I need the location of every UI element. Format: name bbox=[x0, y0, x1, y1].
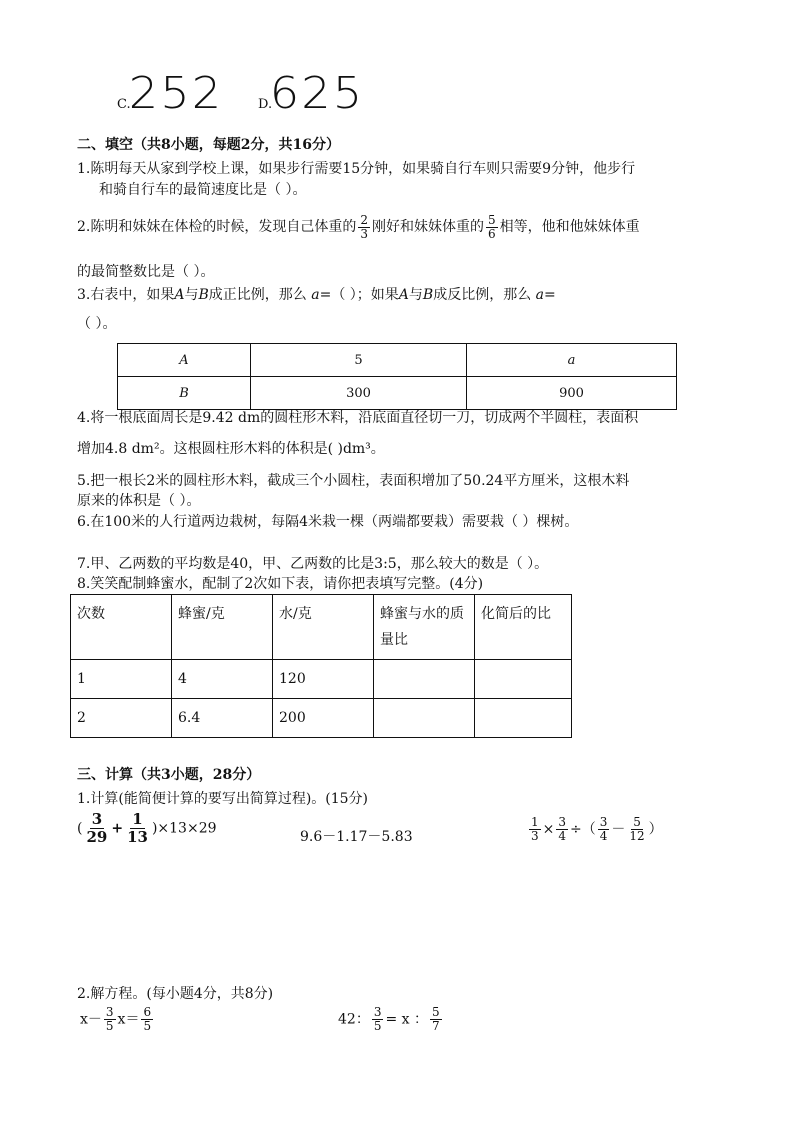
option-d-label: D. bbox=[258, 97, 273, 112]
ratio-table bbox=[117, 343, 677, 410]
q2-line1: 2.陈明和妹妹在体检的时候，发现自己体重的 $\frac{2}{3}$ 刚好和妹妹体重的 $\frac{5}{6}$ 相等，他和他妹妹体重 bbox=[77, 212, 640, 241]
q1-line1: 1.陈明每天从家到学校上课，如果步行需要15分钟，如果骑自行车则只需要9分钟，他步行 bbox=[77, 161, 636, 177]
calc-expression-3: $\frac{1}{3}$ × $\frac{3}{4}$ ÷（ $\frac{3}{4}$ － $\frac{5}{12}$ ） bbox=[531, 815, 663, 843]
q2-line2: 的最简整数比是（ ）。 bbox=[77, 264, 215, 280]
equation-2: 42： $\frac{3}{5}$ = x ： $\frac{5}{7}$ bbox=[338, 1005, 440, 1033]
table-cell: 4 bbox=[172, 660, 273, 699]
q4-line2: 增加4.8 dm²。这根圆柱形木料的体积是( )dm³。 bbox=[77, 441, 385, 457]
calc-expression-1: ( $\frac{3}{29}$ + $\frac{1}{13}$ )×13×29 bbox=[77, 810, 217, 846]
table-cell: 900 bbox=[467, 377, 677, 410]
table-cell: A bbox=[118, 344, 251, 377]
q4-line1: 4.将一根底面周长是9.42 dm的圆柱形木料，沿底面直径切一刀，切成两个半圆柱，表面积 bbox=[77, 410, 639, 426]
table-header-cell: 蜂蜜与水的质量比 bbox=[374, 595, 475, 660]
honey-water-table bbox=[70, 594, 572, 738]
table-header-cell: 蜂蜜/克 bbox=[172, 595, 273, 660]
table-row bbox=[71, 699, 572, 738]
q3-line1: 3.右表中，如果A与B成正比例，那么 a=（ ）；如果A与B成反比例，那么 a= bbox=[77, 287, 556, 303]
option-c-value: 252 bbox=[128, 68, 223, 119]
q5-line2: 原来的体积是（ ）。 bbox=[77, 493, 201, 509]
table-cell: B bbox=[118, 377, 251, 410]
q1-line2: 和骑自行车的最简速度比是（ ）。 bbox=[99, 182, 307, 198]
table-cell: 5 bbox=[251, 344, 467, 377]
table-cell: 1 bbox=[71, 660, 172, 699]
table-header-cell: 化简后的比 bbox=[475, 595, 572, 660]
table-cell: 300 bbox=[251, 377, 467, 410]
equation-1: x－ $\frac{3}{5}$ x＝ $\frac{6}{5}$ bbox=[80, 1005, 152, 1033]
q7: 7.甲、乙两数的平均数是40，甲、乙两数的比是3:5，那么较大的数是（ ）。 bbox=[77, 556, 549, 572]
table-cell-blank[interactable] bbox=[475, 699, 572, 738]
q2-fraction-2: $\frac{5}{6}$ bbox=[488, 212, 496, 241]
table-header-row bbox=[71, 595, 572, 660]
equation-question-2: 2.解方程。(每小题4分，共8分) bbox=[77, 986, 274, 1002]
table-cell: 200 bbox=[273, 699, 374, 738]
table-header-cell: 水/克 bbox=[273, 595, 374, 660]
table-cell-blank[interactable] bbox=[374, 660, 475, 699]
q6: 6.在100米的人行道两边栽树，每隔4米栽一棵（两端都要栽）需要栽（ ）棵树。 bbox=[77, 514, 579, 530]
section3-heading: 三、计算（共3小题，28分） bbox=[77, 767, 261, 783]
calc-expression-2: 9.6－1.17－5.83 bbox=[300, 829, 413, 845]
table-header-cell: 次数 bbox=[71, 595, 172, 660]
q8: 8.笑笑配制蜂蜜水，配制了2次如下表，请你把表填写完整。(4分) bbox=[77, 576, 484, 592]
table-cell-blank[interactable] bbox=[374, 699, 475, 738]
table-row bbox=[118, 344, 677, 377]
option-d-value: 625 bbox=[269, 68, 365, 119]
q3-line2: （ ）。 bbox=[77, 316, 117, 332]
table-cell: a bbox=[467, 344, 677, 377]
table-cell: 2 bbox=[71, 699, 172, 738]
table-row bbox=[118, 377, 677, 410]
option-c-label: C. bbox=[117, 97, 131, 112]
table-cell-blank[interactable] bbox=[475, 660, 572, 699]
table-cell: 6.4 bbox=[172, 699, 273, 738]
q2-fraction-1: $\frac{2}{3}$ bbox=[360, 212, 368, 241]
option-c bbox=[117, 68, 223, 119]
table-row bbox=[71, 660, 572, 699]
q5-line1: 5.把一根长2米的圆柱形木料，截成三个小圆柱，表面积增加了50.24平方厘米，这根木料 bbox=[77, 473, 630, 489]
option-d bbox=[258, 68, 365, 119]
table-cell: 120 bbox=[273, 660, 374, 699]
section2-heading: 二、填空（共8小题，每题2分，共16分） bbox=[77, 137, 340, 153]
calc-question-1: 1.计算(能简便计算的要写出简算过程)。(15分) bbox=[77, 791, 369, 807]
